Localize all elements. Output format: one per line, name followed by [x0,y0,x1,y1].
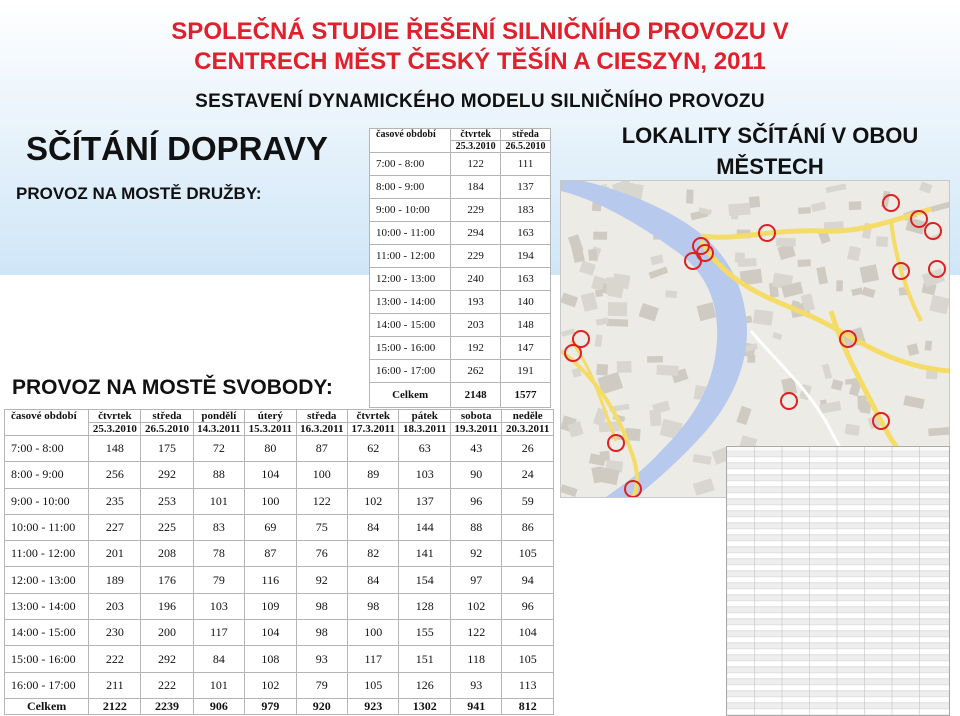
value-cell: 93 [296,646,347,672]
value-cell: 126 [399,672,450,698]
time-cell: 14:00 - 15:00 [5,620,89,646]
value-cell: 97 [450,567,501,593]
value-cell: 88 [450,514,501,540]
table-row [370,222,551,245]
city-block [735,252,745,263]
column-day: čtvrtek [451,129,501,141]
table-row [370,245,551,268]
detail-row [727,481,949,486]
detail-row [727,625,949,630]
table-body [5,436,554,699]
detailed-count-grid [727,447,949,715]
city-block [798,207,811,214]
value-cell: 87 [296,436,347,462]
time-cell: 7:00 - 8:00 [370,153,451,176]
value-cell: 104 [502,620,554,646]
detail-row [727,703,949,708]
table-total-row [370,383,551,408]
table-row [5,514,554,540]
value-cell: 118 [450,646,501,672]
column-date: 26.5.2010 [501,141,551,153]
time-cell: 12:00 - 13:00 [5,567,89,593]
detail-row [727,631,949,636]
value-cell: 222 [89,646,141,672]
column-date: 25.3.2010 [451,141,501,153]
city-block [857,395,867,409]
value-cell: 101 [193,672,244,698]
city-block [588,249,598,261]
time-cell: 13:00 - 14:00 [370,291,451,314]
value-cell: 193 [451,291,501,314]
table-row [370,360,551,383]
detail-row [727,709,949,714]
value-cell: 144 [399,514,450,540]
value-cell: 200 [141,620,193,646]
value-cell: 151 [399,646,450,672]
title-line-2: CENTRECH MĚST ČESKÝ TĚŠÍN A CIESZYN, 2011 [194,48,766,75]
column-date: 14.3.2011 [193,423,244,436]
column-day: středa [296,410,347,423]
total-value: 920 [296,699,347,715]
detail-row [727,691,949,696]
time-cell: 16:00 - 17:00 [5,672,89,698]
value-cell: 104 [245,462,296,488]
value-cell: 59 [502,488,554,514]
value-cell: 102 [450,593,501,619]
column-date: 26.5.2010 [141,423,193,436]
value-cell: 94 [502,567,554,593]
detail-row [727,607,949,612]
value-cell: 163 [501,222,551,245]
value-cell: 189 [89,567,141,593]
detail-row [727,649,949,654]
value-cell: 176 [141,567,193,593]
value-cell: 154 [399,567,450,593]
column-date: 25.3.2010 [89,423,141,436]
value-cell: 196 [141,593,193,619]
value-cell: 230 [89,620,141,646]
detail-row [727,475,949,480]
city-block [656,365,678,376]
city-block [612,273,630,289]
value-cell: 76 [296,541,347,567]
column-day: čtvrtek [89,410,141,423]
value-cell: 92 [450,541,501,567]
detail-row [727,529,949,534]
value-cell: 294 [451,222,501,245]
table-row [5,462,554,488]
value-cell: 191 [501,360,551,383]
section-title: SČÍTÁNÍ DOPRAVY [26,130,328,167]
value-cell: 84 [348,567,399,593]
detail-row [727,571,949,576]
table-row [370,268,551,291]
value-cell: 141 [399,541,450,567]
detail-row [727,583,949,588]
detail-row [727,559,949,564]
column-date: 16.3.2011 [296,423,347,436]
detail-row [727,487,949,492]
value-cell: 137 [501,176,551,199]
table-row [370,337,551,360]
value-cell: 227 [89,514,141,540]
value-cell: 98 [296,593,347,619]
detail-row [727,667,949,672]
value-cell: 101 [193,488,244,514]
value-cell: 93 [450,672,501,698]
total-value: 923 [348,699,399,715]
detail-row [727,511,949,516]
value-cell: 256 [89,462,141,488]
value-cell: 92 [296,567,347,593]
detail-row [727,637,949,642]
total-value: 941 [450,699,501,715]
value-cell: 100 [296,462,347,488]
value-cell: 192 [451,337,501,360]
value-cell: 140 [501,291,551,314]
value-cell: 104 [245,620,296,646]
table-row [5,488,554,514]
value-cell: 96 [502,593,554,619]
time-cell: 15:00 - 16:00 [370,337,451,360]
bridge-svobody-label: PROVOZ NA MOSTĚ SVOBODY: [12,376,333,399]
table-row [5,593,554,619]
column-date: 19.3.2011 [450,423,501,436]
value-cell: 105 [502,541,554,567]
city-block [798,259,812,267]
value-cell: 84 [348,514,399,540]
value-cell: 82 [348,541,399,567]
time-cell: 15:00 - 16:00 [5,646,89,672]
column-date: 18.3.2011 [399,423,450,436]
value-cell: 128 [399,593,450,619]
value-cell: 292 [141,646,193,672]
total-label: Celkem [370,383,451,408]
table-header-row [5,410,554,423]
time-cell: 7:00 - 8:00 [5,436,89,462]
detail-row [727,523,949,528]
value-cell: 78 [193,541,244,567]
table-row [370,199,551,222]
value-cell: 229 [451,245,501,268]
value-cell: 175 [141,436,193,462]
table-row [370,153,551,176]
value-cell: 98 [296,620,347,646]
value-cell: 63 [399,436,450,462]
city-block [647,356,663,363]
city-block [595,289,603,297]
detail-row [727,601,949,606]
city-block [665,290,677,298]
detail-row [727,535,949,540]
value-cell: 122 [450,620,501,646]
value-cell: 100 [348,620,399,646]
detail-row [727,553,949,558]
value-cell: 292 [141,462,193,488]
detail-row [727,673,949,678]
city-block [686,190,694,204]
time-cell: 10:00 - 11:00 [370,222,451,245]
city-block [845,424,860,436]
value-cell: 79 [193,567,244,593]
value-cell: 122 [296,488,347,514]
bridge-druzby-label: PROVOZ NA MOSTĚ DRUŽBY: [16,184,262,203]
column-day: středa [501,129,551,141]
value-cell: 147 [501,337,551,360]
value-cell: 211 [89,672,141,698]
detail-row [727,661,949,666]
table-row [5,672,554,698]
value-cell: 235 [89,488,141,514]
detail-row [727,643,949,648]
bridge-druzby-table [369,128,551,408]
value-cell: 122 [451,153,501,176]
value-cell: 117 [193,620,244,646]
city-block [596,364,608,376]
detail-row [727,457,949,462]
column-day: středa [141,410,193,423]
value-cell: 240 [451,268,501,291]
value-cell: 103 [193,593,244,619]
value-cell: 83 [193,514,244,540]
value-cell: 100 [245,488,296,514]
value-cell: 84 [193,646,244,672]
value-cell: 24 [502,462,554,488]
detail-row [727,595,949,600]
detail-row [727,517,949,522]
value-cell: 75 [296,514,347,540]
total-value: 979 [245,699,296,715]
value-cell: 86 [502,514,554,540]
table-row [370,291,551,314]
value-cell: 109 [245,593,296,619]
title-line-1: SPOLEČNÁ STUDIE ŘEŠENÍ SILNIČNÍHO PROVOZU V [171,18,789,45]
value-cell: 208 [141,541,193,567]
city-block [925,341,933,351]
value-cell: 87 [245,541,296,567]
city-block [928,427,949,436]
value-cell: 90 [450,462,501,488]
detail-row [727,565,949,570]
time-cell: 8:00 - 9:00 [5,462,89,488]
column-date: 15.3.2011 [245,423,296,436]
detail-row [727,619,949,624]
time-cell: 14:00 - 15:00 [370,314,451,337]
detail-row [727,505,949,510]
column-day: pátek [399,410,450,423]
time-cell: 12:00 - 13:00 [370,268,451,291]
table-row [5,436,554,462]
detail-row [727,493,949,498]
value-cell: 26 [502,436,554,462]
column-date: 20.3.2011 [502,423,554,436]
value-cell: 201 [89,541,141,567]
value-cell: 98 [348,593,399,619]
value-cell: 163 [501,268,551,291]
value-cell: 229 [451,199,501,222]
city-block [600,451,611,461]
time-cell: 13:00 - 14:00 [5,593,89,619]
value-cell: 89 [348,462,399,488]
column-date: 17.3.2011 [348,423,399,436]
total-value: 2122 [89,699,141,715]
city-block [749,196,761,208]
city-block [608,302,627,316]
column-day: úterý [245,410,296,423]
detail-row [727,685,949,690]
value-cell: 102 [348,488,399,514]
total-value: 906 [193,699,244,715]
value-cell: 117 [348,646,399,672]
value-cell: 137 [399,488,450,514]
value-cell: 148 [501,314,551,337]
detail-row [727,589,949,594]
city-block [593,232,607,240]
map-title: LOKALITY SČÍTÁNÍ V OBOU MĚSTECH [621,123,919,179]
detail-row [727,469,949,474]
detail-row [727,499,949,504]
bridge-svobody-table [4,409,554,715]
time-cell: 11:00 - 12:00 [5,541,89,567]
total-value: 2239 [141,699,193,715]
detailed-count-table [726,446,950,716]
detail-row [727,547,949,552]
time-cell: 8:00 - 9:00 [370,176,451,199]
value-cell: 72 [193,436,244,462]
value-cell: 108 [245,646,296,672]
table-row [5,541,554,567]
time-cell: 9:00 - 10:00 [370,199,451,222]
value-cell: 103 [399,462,450,488]
value-cell: 148 [89,436,141,462]
corner-header: časové období [5,410,89,436]
time-cell: 10:00 - 11:00 [5,514,89,540]
value-cell: 116 [245,567,296,593]
value-cell: 184 [451,176,501,199]
value-cell: 225 [141,514,193,540]
detail-row [727,613,949,618]
detail-row [727,655,949,660]
value-cell: 194 [501,245,551,268]
value-cell: 80 [245,436,296,462]
detail-row [727,697,949,702]
table-total-row [5,699,554,715]
value-cell: 105 [502,646,554,672]
column-day: čtvrtek [348,410,399,423]
column-day: sobota [450,410,501,423]
total-value: 2148 [451,383,501,408]
value-cell: 88 [193,462,244,488]
value-cell: 96 [450,488,501,514]
city-block [836,280,843,291]
city-block [776,238,796,247]
table-header-row [370,129,551,141]
value-cell: 43 [450,436,501,462]
detail-row [727,463,949,468]
table-row [370,176,551,199]
total-value: 1577 [501,383,551,408]
value-cell: 113 [502,672,554,698]
table-row [5,646,554,672]
value-cell: 69 [245,514,296,540]
table-body [370,153,551,383]
city-block [849,201,862,210]
time-cell: 9:00 - 10:00 [5,488,89,514]
table-row [5,567,554,593]
city-block [607,319,629,327]
value-cell: 62 [348,436,399,462]
detail-row [727,577,949,582]
value-cell: 253 [141,488,193,514]
city-block [617,361,632,373]
value-cell: 79 [296,672,347,698]
corner-header: časové období [370,129,451,153]
value-cell: 102 [245,672,296,698]
table-row [5,620,554,646]
city-block [753,309,774,326]
total-label: Celkem [5,699,89,715]
table-row [370,314,551,337]
value-cell: 183 [501,199,551,222]
detail-row [727,451,949,456]
city-block [728,203,750,216]
total-value: 1302 [399,699,450,715]
time-cell: 16:00 - 17:00 [370,360,451,383]
column-day: neděle [502,410,554,423]
column-day: pondělí [193,410,244,423]
value-cell: 262 [451,360,501,383]
city-block [860,264,879,283]
detail-row [727,541,949,546]
value-cell: 105 [348,672,399,698]
value-cell: 203 [89,593,141,619]
detail-row [727,679,949,684]
value-cell: 222 [141,672,193,698]
time-cell: 11:00 - 12:00 [370,245,451,268]
value-cell: 203 [451,314,501,337]
value-cell: 111 [501,153,551,176]
total-value: 812 [502,699,554,715]
subtitle: SESTAVENÍ DYNAMICKÉHO MODELU SILNIČNÍHO PROVOZU [195,91,765,112]
city-block [876,236,888,247]
value-cell: 155 [399,620,450,646]
